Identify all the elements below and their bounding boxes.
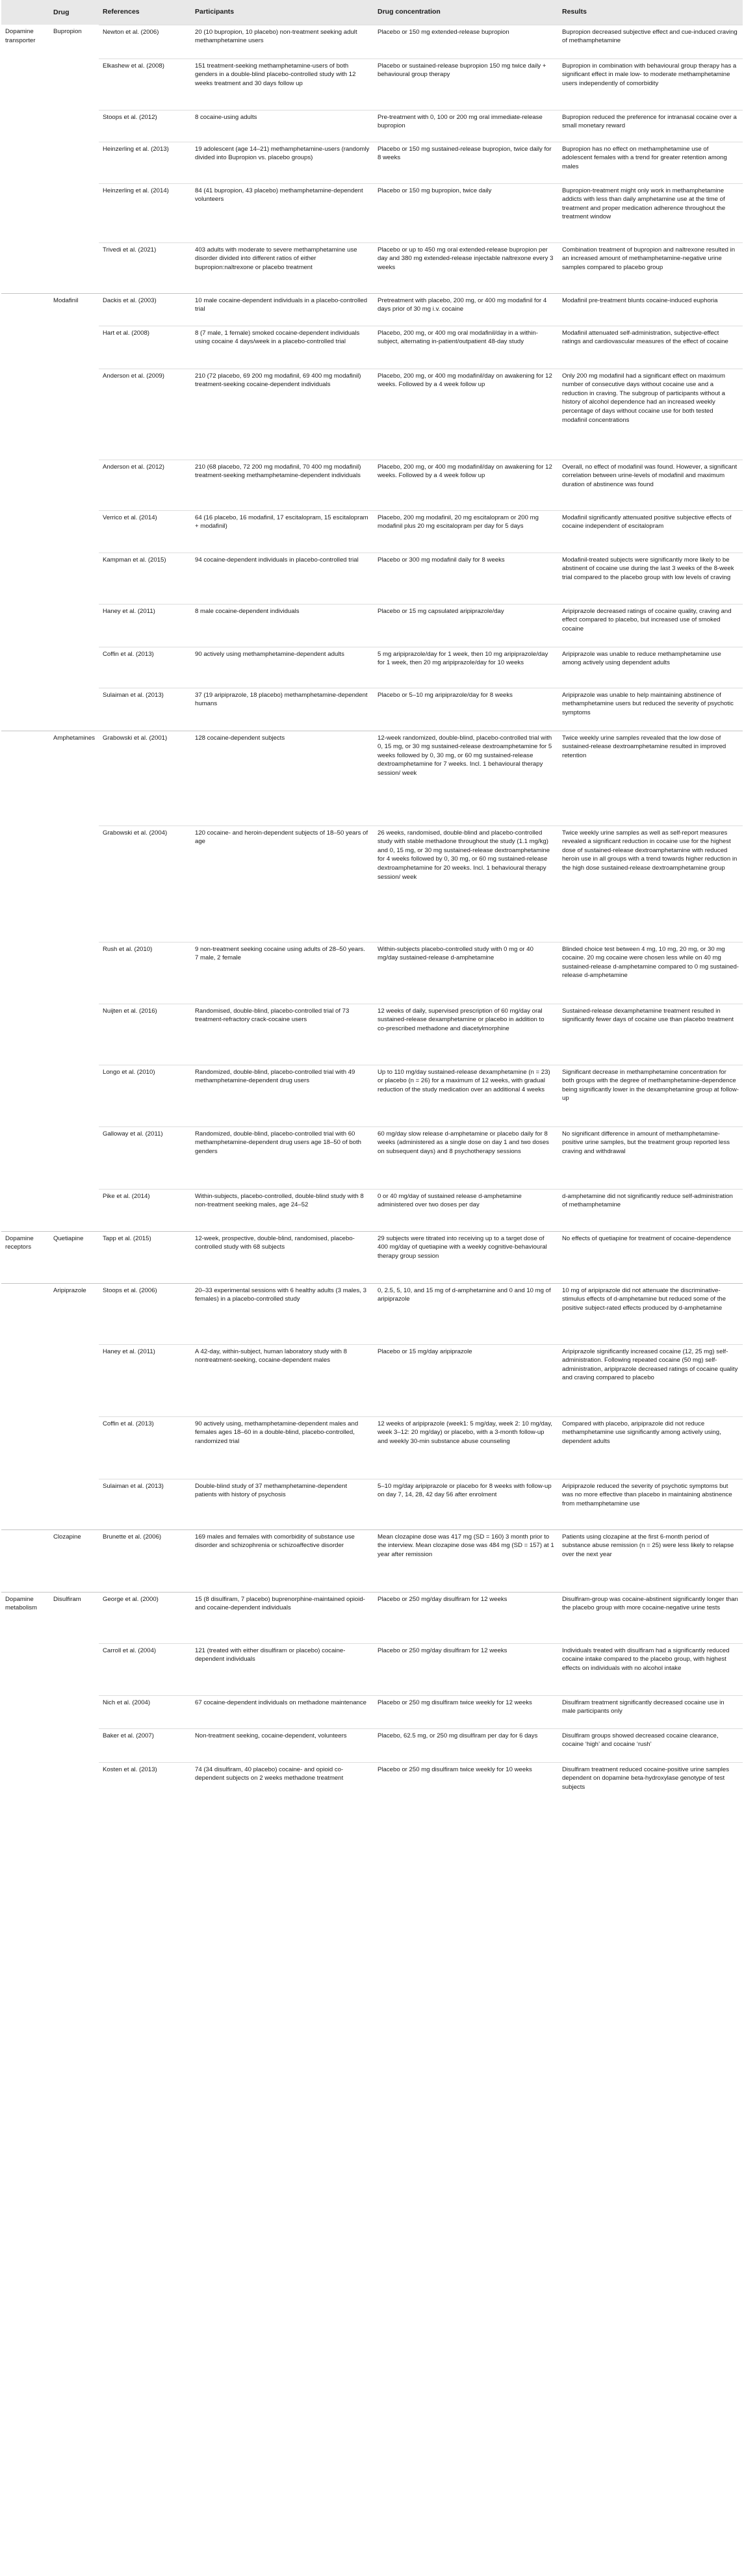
cell-drug-concentration: Placebo or sustained-release bupropion 150 mg twice daily + behavioural group therapy [374,59,558,110]
cell-participants: 128 cocaine-dependent subjects [191,731,374,826]
cell-category [1,1643,49,1695]
cell-category [1,293,49,326]
cell-participants: 67 cocaine-dependent individuals on methadone maintenance [191,1695,374,1728]
cell-category [1,1065,49,1126]
cell-participants: Randomized, double-blind, placebo-controlled trial with 60 methamphetamine-dependent drug users age 18–50 of both genders [191,1126,374,1189]
table-header-row [1,0,743,25]
cell-category [1,1529,49,1592]
table-row [1,1231,743,1283]
header-references: References [99,0,191,25]
cell-drug [49,326,99,369]
cell-drug [49,1126,99,1189]
cell-drug-concentration: 12 weeks of aripiprazole (week1: 5 mg/day, week 2: 10 mg/day, week 3–12: 20 mg/day) or placebo, with a 3-month follow-up and weekly 30-min substance abuse counseling [374,1416,558,1479]
cell-drug [49,1065,99,1126]
cell-participants: 210 (68 placebo, 72 200 mg modafinil, 70 400 mg modafinil) treatment-seeking methamphetamine-dependent individuals [191,460,374,510]
cell-reference: George et al. (2000) [99,1592,191,1643]
cell-results: Modafinil significantly attenuated positive subjective effects of cocaine independent of escitalopram [558,510,743,553]
cell-results: d-amphetamine did not significantly reduce self-administration of methamphetamine [558,1189,743,1231]
cell-participants: Double-blind study of 37 methamphetamine-dependent patients with history of psychosis [191,1479,374,1529]
cell-results: Sustained-release dexamphetamine treatment resulted in significantly fewer days of cocaine use than placebo treatment [558,1004,743,1065]
cell-drug-concentration: 0, 2.5, 5, 10, and 15 mg of d-amphetamine and 0 and 10 mg of aripiprazole [374,1283,558,1344]
table-row [1,1344,743,1416]
cell-reference: Sulaiman et al. (2013) [99,688,191,731]
table-row [1,1004,743,1065]
table-row [1,1479,743,1529]
cell-participants: 20–33 experimental sessions with 6 healthy adults (3 males, 3 females) in a placebo-controlled study [191,1283,374,1344]
cell-drug-concentration: Pretreatment with placebo, 200 mg, or 400 mg modafinil for 4 days prior of 30 mg i.v. cocaine [374,293,558,326]
cell-drug-concentration: Placebo or 250 mg/day disulfiram for 12 weeks [374,1643,558,1695]
cell-reference: Longo et al. (2010) [99,1065,191,1126]
cell-category [1,1762,49,1806]
cell-category [1,369,49,460]
cell-participants: 64 (16 placebo, 16 modafinil, 17 escitalopram, 15 escitalopram + modafinil) [191,510,374,553]
cell-drug [49,1479,99,1529]
cell-category [1,142,49,183]
table-row [1,942,743,1004]
cell-reference: Verrico et al. (2014) [99,510,191,553]
cell-drug-concentration: Within-subjects placebo-controlled study with 0 mg or 40 mg/day sustained-release d-amphetamine [374,942,558,1004]
cell-drug-concentration: Placebo or 250 mg disulfiram twice weekly for 10 weeks [374,1762,558,1806]
header-results: Results [558,0,743,25]
cell-results: Bupropion decreased subjective effect and cue-induced craving of methamphetamine [558,25,743,59]
cell-drug-concentration: 5 mg aripiprazole/day for 1 week, then 10 mg aripiprazole/day for 1 week, then 20 mg aripiprazole/day for 10 weeks [374,647,558,688]
cell-category [1,942,49,1004]
cell-participants: 37 (19 aripiprazole, 18 placebo) methamphetamine-dependent humans [191,688,374,731]
cell-category [1,604,49,647]
cell-category [1,110,49,142]
cell-drug-concentration: Placebo, 200 mg modafinil, 20 mg escitalopram or 200 mg modafinil plus 20 mg escitalopram per day for 5 days [374,510,558,553]
cell-reference: Tapp et al. (2015) [99,1231,191,1283]
cell-drug [49,1416,99,1479]
table-row [1,1189,743,1231]
cell-participants: 8 (7 male, 1 female) smoked cocaine-dependent individuals using cocaine 4 days/week in a placebo-controlled trial [191,326,374,369]
cell-drug: Disulfiram [49,1592,99,1643]
cell-results: Aripiprazole significantly increased cocaine (12, 25 mg) self-administration. Following repeated cocaine (50 mg) self-administration, aripiprazole decreased ratings of cocaine quality and craving compared to placebo [558,1344,743,1416]
cell-results: Aripiprazole decreased ratings of cocaine quality, craving and effect compared to placebo, but increased use of smoked cocaine [558,604,743,647]
cell-category [1,1695,49,1728]
cell-drug-concentration: 12-week randomized, double-blind, placebo-controlled trial with 0, 15 mg, or 30 mg sustained-release dextroamphetamine for 5 weeks followed by 0, 30 mg, or 60 mg sustained-release dextroamphetamine for 7 weeks. Incl. 1 behavioural therapy session/ week [374,731,558,826]
cell-drug-concentration: Placebo or 15 mg capsulated aripiprazole/day [374,604,558,647]
cell-participants: 12-week, prospective, double-blind, randomised, placebo-controlled study with 68 subjects [191,1231,374,1283]
cell-drug-concentration: Placebo, 200 mg, or 400 mg modafinil/day on awakening for 12 weeks. Followed by a 4 week follow up [374,460,558,510]
cell-category [1,1416,49,1479]
cell-results: Disulfiram-group was cocaine-abstinent significantly longer than the placebo group with more cocaine-negative urine tests [558,1592,743,1643]
header-participants: Participants [191,0,374,25]
table-row [1,369,743,460]
cell-reference: Newton et al. (2006) [99,25,191,59]
table-row [1,460,743,510]
cell-reference: Anderson et al. (2009) [99,369,191,460]
cell-results: 10 mg of aripiprazole did not attenuate the discriminative-stimulus effects of d-amphetamine but reduced some of the positive subject-rated effects produced by d-amphetamine [558,1283,743,1344]
cell-category [1,647,49,688]
cell-reference: Brunette et al. (2006) [99,1529,191,1592]
cell-reference: Baker et al. (2007) [99,1728,191,1762]
cell-drug [49,826,99,942]
cell-category [1,59,49,110]
cell-category [1,553,49,604]
cell-reference: Elkashew et al. (2008) [99,59,191,110]
cell-results: Bupropion-treatment might only work in methamphetamine addicts with less than daily amphetamine use at the time of treatment and proper medication adherence throughout the treatment window [558,183,743,242]
cell-results: Aripiprazole was unable to help maintaining abstinence of methamphetamine users but reduced the severity of psychotic symptoms [558,688,743,731]
header-drug: Drug [49,0,99,25]
cell-reference: Coffin et al. (2013) [99,1416,191,1479]
cell-drug [49,110,99,142]
cell-results: Twice weekly urine samples as well as self-report measures revealed a significant reduction in cocaine use for the highest dose of sustained-release dextroamphetamine with reduced heroin use in all groups with a trend towards higher reduction in the high dose sustained-release dextroamphetamine group [558,826,743,942]
cell-drug-concentration: Placebo or 150 mg extended-release bupropion [374,25,558,59]
cell-drug: Bupropion [53,28,82,35]
cell-participants: 151 treatment-seeking methamphetamine-users of both genders in a double-blind placebo-controlled study with 12 weeks treatment and 30 days follow up [191,59,374,110]
cell-category [1,731,49,826]
table-row [1,510,743,553]
cell-drug-concentration: 29 subjects were titrated into receiving up to a target dose of 400 mg/day of quetiapine with a weekly cognitive-behavioural therapy group session [374,1231,558,1283]
cell-drug [49,688,99,731]
cell-category [1,510,49,553]
cell-participants: 20 (10 bupropion, 10 placebo) non-treatment seeking adult methamphetamine users [191,25,374,59]
cell-drug-concentration: Up to 110 mg/day sustained-release dexamphetamine (n = 23) or placebo (n = 26) for a maximum of 12 weeks, with gradual reduction of the study medication over an additional 4 weeks [374,1065,558,1126]
cell-reference: Hart et al. (2008) [99,326,191,369]
cell-results: No effects of quetiapine for treatment of cocaine-dependence [558,1231,743,1283]
cell-results: Only 200 mg modafinil had a significant effect on maximum number of consecutive days without cocaine use and a reduction in craving. The subgroup of participants without a history of alcohol dependence had an increased weekly percentage of days without cocaine use for both tested modafinil concentrations [558,369,743,460]
cell-results: Aripiprazole reduced the severity of psychotic symptoms but was no more effective than placebo in maintaining abstinence from methamphetamine use [558,1479,743,1529]
cell-reference: Haney et al. (2011) [99,604,191,647]
header-category [1,0,49,25]
cell-reference: Coffin et al. (2013) [99,647,191,688]
cell-results: Individuals treated with disulfiram had a significantly reduced cocaine intake compared to the placebo group, with highest effects on individuals with no alcohol intake [558,1643,743,1695]
cell-participants: 120 cocaine- and heroin-dependent subjects of 18–50 years of age [191,826,374,942]
cell-reference: Heinzerling et al. (2013) [99,142,191,183]
cell-participants: 8 male cocaine-dependent individuals [191,604,374,647]
cell-drug [49,510,99,553]
cell-results: Bupropion in combination with behavioural group therapy has a significant effect in male low- to moderate methamphetamine users independently of comorbidity [558,59,743,110]
cell-drug-concentration: 60 mg/day slow release d-amphetamine or placebo daily for 8 weeks (administered as a single dose on day 1 and two doses on subsequent days) and 8 psychotherapy sessions [374,1126,558,1189]
cell-category [1,826,49,942]
cell-drug-concentration: Placebo or 250 mg disulfiram twice weekly for 12 weeks [374,1695,558,1728]
table-row [1,553,743,604]
cell-participants: 10 male cocaine-dependent individuals in a placebo-controlled trial [191,293,374,326]
cell-participants: 403 adults with moderate to severe methamphetamine use disorder divided into different ratios of either bupropion:naltrexone or placebo treatment [191,242,374,293]
cell-drug [49,242,99,293]
cell-category: Dopamine receptors [1,1231,49,1283]
cell-reference: Dackis et al. (2003) [99,293,191,326]
cell-participants: Randomised, double-blind, placebo-controlled trial of 73 treatment-refractory crack-cocaine users [191,1004,374,1065]
cell-drug [49,647,99,688]
cell-results: Disulfiram groups showed decreased cocaine clearance, cocaine ‘high’ and cocaine ‘rush’ [558,1728,743,1762]
cell-drug-concentration: 12 weeks of daily, supervised prescription of 60 mg/day oral sustained-release dexamphetamine or placebo in addition to co-prescribed methadone and diacetylmorphine [374,1004,558,1065]
cell-drug [49,1004,99,1065]
cell-results: Combination treatment of bupropion and naltrexone resulted in an increased amount of methamphetamine-negative urine samples compared to placebo group [558,242,743,293]
table-row [1,1283,743,1344]
cell-participants: Randomized, double-blind, placebo-controlled trial with 49 methamphetamine-dependent drug users [191,1065,374,1126]
cell-reference: Nich et al. (2004) [99,1695,191,1728]
cell-results: Significant decrease in methamphetamine concentration for both groups with the degree of methamphetamine-dependence being significantly lower in the dexamphetamine group at follow-up [558,1065,743,1126]
cell-drug: Modafinil [49,293,99,326]
cell-category: Dopamine metabolism [1,1592,49,1643]
cell-category [1,1189,49,1231]
cell-drug-concentration: Mean clozapine dose was 417 mg (SD = 160) 3 month prior to the interview. Mean clozapine dose was 484 mg (SD = 157) at 1 year after remission [374,1529,558,1592]
cell-drug-concentration: Placebo or 150 mg bupropion, twice daily [374,183,558,242]
table-row [1,1126,743,1189]
cell-drug-concentration: Placebo or 300 mg modafinil daily for 8 weeks [374,553,558,604]
cell-category [1,460,49,510]
cell-drug-concentration: Placebo or 150 mg sustained-release bupropion, twice daily for 8 weeks [374,142,558,183]
cell-drug [49,59,99,110]
cell-category [1,688,49,731]
cell-participants: 90 actively using, methamphetamine-dependent males and females ages 18–60 in a double-blind, placebo-controlled, randomized trial [191,1416,374,1479]
cell-results: Modafinil pre-treatment blunts cocaine-induced euphoria [558,293,743,326]
cell-category [1,326,49,369]
cell-reference: Rush et al. (2010) [99,942,191,1004]
cell-results: Bupropion reduced the preference for intranasal cocaine over a small monetary reward [558,110,743,142]
cell-category [1,1479,49,1529]
cell-results: Overall, no effect of modafinil was found. However, a significant correlation between urine-levels of modafinil and maximum duration of abstinence was found [558,460,743,510]
cell-participants: 94 cocaine-dependent individuals in placebo-controlled trial [191,553,374,604]
cell-drug [49,183,99,242]
cell-drug-concentration: Placebo or 250 mg/day disulfiram for 12 weeks [374,1592,558,1643]
table-row [1,647,743,688]
cell-reference: Galloway et al. (2011) [99,1126,191,1189]
cell-participants: 121 (treated with either disulfiram or placebo) cocaine-dependent individuals [191,1643,374,1695]
cell-drug [49,1728,99,1762]
cell-drug-concentration: 0 or 40 mg/day of sustained release d-amphetamine administered over two doses per day [374,1189,558,1231]
cell-results: Disulfiram treatment significantly decreased cocaine use in male participants only [558,1695,743,1728]
cell-drug-concentration: Placebo or up to 450 mg oral extended-release bupropion per day and 380 mg extended-release injectable naltrexone every 3 weeks [374,242,558,293]
table-row [1,183,743,242]
cell-drug: Amphetamines [49,731,99,826]
cell-reference: Haney et al. (2011) [99,1344,191,1416]
table-row [1,1065,743,1126]
cell-drug [49,553,99,604]
cell-reference: Trivedi et al. (2021) [99,242,191,293]
table-row [1,1762,743,1806]
cell-drug [49,1344,99,1416]
table-row [1,1695,743,1728]
cell-results: Bupropion has no effect on methamphetamine use of adolescent females with a trend for greater retention among males [558,142,743,183]
cell-category [1,242,49,293]
table-row [1,1728,743,1762]
table-row [1,242,743,293]
cell-drug [49,1762,99,1806]
table-row [1,826,743,942]
cell-participants: 19 adolescent (age 14–21) methamphetamine-users (randomly divided into Bupropion vs. placebo groups) [191,142,374,183]
table-row [1,59,743,110]
cell-drug [49,142,99,183]
cell-participants: Non-treatment seeking, cocaine-dependent, volunteers [191,1728,374,1762]
cell-reference: Pike et al. (2014) [99,1189,191,1231]
cell-category [1,1126,49,1189]
cell-participants: 84 (41 bupropion, 43 placebo) methamphetamine-dependent volunteers [191,183,374,242]
cell-reference: Kampman et al. (2015) [99,553,191,604]
cell-drug: Clozapine [49,1529,99,1592]
cell-category [1,1283,49,1344]
cell-results: Modafinil attenuated self-administration, subjective-effect ratings and cardiovascular measures of the effect of cocaine [558,326,743,369]
table-body [1,25,743,1806]
cell-participants: Within-subjects, placebo-controlled, double-blind study with 8 non-treatment seeking males, age 24–52 [191,1189,374,1231]
cell-results: Disulfiram treatment reduced cocaine-positive urine samples dependent on dopamine beta-hydroxylase genotype of test subjects [558,1762,743,1806]
cell-drug-concentration: Placebo, 62.5 mg, or 250 mg disulfiram per day for 6 days [374,1728,558,1762]
cell-drug-concentration: Placebo, 200 mg, or 400 mg oral modafinil/day in a within-subject, alternating in-patient/outpatient 48-day study [374,326,558,369]
table-row [1,604,743,647]
cell-drug-concentration: Placebo or 5–10 mg aripiprazole/day for 8 weeks [374,688,558,731]
cell-category [1,1344,49,1416]
cell-category [1,1004,49,1065]
table-row [1,110,743,142]
cell-category [1,183,49,242]
cell-reference: Stoops et al. (2006) [99,1283,191,1344]
cell-drug-concentration: 5–10 mg/day aripiprazole or placebo for 8 weeks with follow-up on day 7, 14, 28, 42 day 56 after enrolment [374,1479,558,1529]
results-table [1,0,743,1806]
cell-drug-concentration: 26 weeks, randomised, double-blind and placebo-controlled study with stable methadone throughout the study (1.1 mg/kg) and 0, 15 mg, or 30 mg sustained-release dextroamphetamine for 4 weeks followed by 0, 30 mg, or 60 mg sustained-release dextroamphetamine for 20 weeks. Incl. 1 behavioural therapy session/ week [374,826,558,942]
cell-drug: Quetiapine [49,1231,99,1283]
cell-drug-concentration: Placebo or 15 mg/day aripiprazole [374,1344,558,1416]
cell-participants: 210 (72 placebo, 69 200 mg modafinil, 69 400 mg modafinil) treatment-seeking cocaine-dependent individuals [191,369,374,460]
cell-participants: 8 cocaine-using adults [191,110,374,142]
table-row [1,1643,743,1695]
table-row [1,1592,743,1643]
table-row [1,731,743,826]
cell-drug [49,369,99,460]
cell-reference: Nuijten et al. (2016) [99,1004,191,1065]
table-row [1,142,743,183]
cell-participants: 90 actively using methamphetamine-dependent adults [191,647,374,688]
table-row [1,688,743,731]
cell-drug [49,1643,99,1695]
cell-results: Twice weekly urine samples revealed that the low dose of sustained-release dextroamphetamine resulted in improved retention [558,731,743,826]
cell-reference: Stoops et al. (2012) [99,110,191,142]
table-row [1,1416,743,1479]
cell-drug [49,460,99,510]
cell-results: Aripiprazole was unable to reduce methamphetamine use among actively using dependent adults [558,647,743,688]
cell-category [1,1728,49,1762]
cell-category: Dopamine transporter [5,28,36,44]
cell-results: Modafinil-treated subjects were significantly more likely to be abstinent of cocaine use during the last 3 weeks of the 8-week trial compared to the placebo group with low levels of craving [558,553,743,604]
cell-reference: Sulaiman et al. (2013) [99,1479,191,1529]
cell-reference: Carroll et al. (2004) [99,1643,191,1695]
cell-results: Compared with placebo, aripiprazole did not reduce methamphetamine use significantly among actively using, dependent adults [558,1416,743,1479]
cell-reference: Anderson et al. (2012) [99,460,191,510]
header-drug-concentration: Drug concentration [374,0,558,25]
cell-results: No significant difference in amount of methamphetamine-positive urine samples, but the treatment group reported less craving and withdrawal [558,1126,743,1189]
table-row [1,293,743,326]
cell-results: Patients using clozapine at the first 6-month period of substance abuse remission (n = 25) were less likely to relapse over the next year [558,1529,743,1592]
cell-participants: A 42-day, within-subject, human laboratory study with 8 nontreatment-seeking, cocaine-dependent males [191,1344,374,1416]
cell-drug [49,1189,99,1231]
cell-reference: Grabowski et al. (2004) [99,826,191,942]
table-row [1,25,743,59]
cell-drug [49,604,99,647]
cell-reference: Grabowski et al. (2001) [99,731,191,826]
cell-drug [49,1695,99,1728]
cell-participants: 169 males and females with comorbidity of substance use disorder and schizophrenia or schizoaffective disorder [191,1529,374,1592]
table-row [1,326,743,369]
cell-participants: 15 (8 disulfiram, 7 placebo) buprenorphine-maintained opioid- and cocaine-dependent individuals [191,1592,374,1643]
cell-results: Blinded choice test between 4 mg, 10 mg, 20 mg, or 30 mg cocaine. 20 mg cocaine were chosen less while on 40 mg sustained-release d-amphetamine compared to 0 mg sustained-release d-amphetamine [558,942,743,1004]
cell-reference: Kosten et al. (2013) [99,1762,191,1806]
table-row [1,1529,743,1592]
cell-drug-concentration: Placebo, 200 mg, or 400 mg modafinil/day on awakening for 12 weeks. Followed by a 4 week follow up [374,369,558,460]
cell-drug [49,942,99,1004]
cell-reference: Heinzerling et al. (2014) [99,183,191,242]
cell-drug-concentration: Pre-treatment with 0, 100 or 200 mg oral immediate-release bupropion [374,110,558,142]
cell-drug: Aripiprazole [49,1283,99,1344]
cell-participants: 74 (34 disulfiram, 40 placebo) cocaine- and opioid co-dependent subjects on 2 weeks methadone treatment [191,1762,374,1806]
cell-participants: 9 non-treatment seeking cocaine using adults of 28–50 years. 7 male, 2 female [191,942,374,1004]
